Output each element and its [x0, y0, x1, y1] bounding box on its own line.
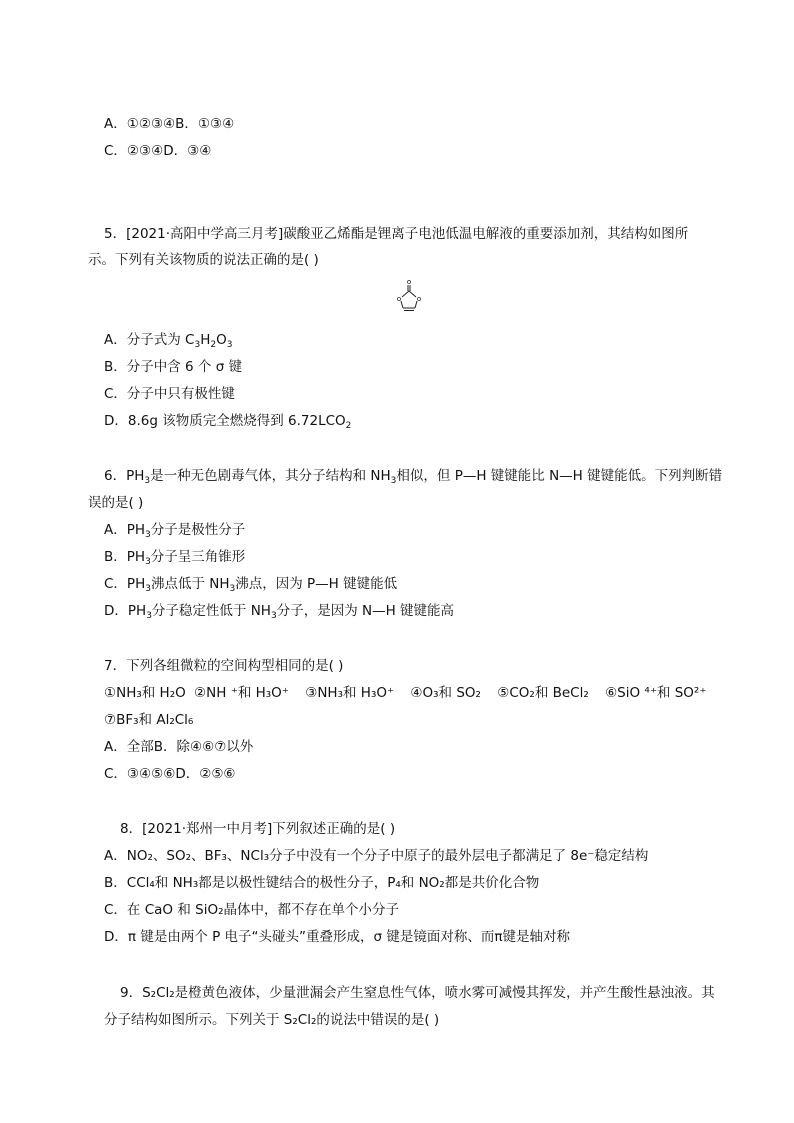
q7-group-5: ⑤CO₂和 BeCl₂ [497, 685, 589, 701]
atom-o-left: o [396, 295, 402, 303]
q6-option-b: B．$PH_3$分子呈三角锥形 [104, 549, 246, 567]
q5-option-d: D．8.6g 该物质完全燃烧得到 $6.72LCO_2$ [104, 413, 352, 431]
atom-o-right: o [416, 295, 422, 303]
q7-group-6: ⑥SiO ⁴⁺和 SO²⁺ [605, 685, 707, 701]
q5-option-a: A．分子式为 $C_3H_2O_3$ [104, 332, 233, 350]
q5-option-c: C．分子中只有极性键 [104, 386, 235, 402]
q7-stem: 7．下列各组微粒的空间构型相同的是( ) [104, 658, 344, 674]
q8-option-d: D．π 键是由两个 P 电子“头碰头”重叠形成，σ 键是镜面对称、而π键是轴对称 [104, 929, 570, 945]
q7-group-1: ①NH₃和 H₂O [104, 685, 186, 701]
vinylene-carbonate-structure [393, 276, 423, 318]
q7-group-2: ②NH ⁺和 H₃O⁺ [194, 685, 289, 701]
q9-stem-line2: 分子结构如图所示。下列关于 S₂Cl₂的说法中错误的是( ) [104, 1012, 440, 1028]
q6-stem-line2: 误的是( ) [88, 495, 144, 511]
q7-groups-line1 [104, 684, 706, 702]
q7-options-ab: A．全部B．除④⑥⑦以外 [104, 739, 254, 755]
q9-stem-line1: 9．S₂Cl₂是橙黄色液体，少量泄漏会产生窒息性气体，喷水雾可减慢其挥发，并产生酸性悬浊液。其 [120, 985, 715, 1001]
q6-option-c: C．$PH_3$沸点低于 $NH_3$沸点，因为 P—H 键键能低 [104, 576, 398, 594]
q6-stem-line1: 6．$PH_3$是一种无色剧毒气体，其分子结构和 $NH_3$相似，但 P—H 键键能比 N—H 键键能低。下列判断错 [104, 468, 723, 486]
q7-group-4: ④O₃和 SO₂ [410, 685, 481, 701]
q8-option-b: B．CCl₄和 NH₃都是以极性键结合的极性分子，P₄和 NO₂都是共价化合物 [104, 875, 540, 891]
q4-options-cd: C．②③④D．③④ [104, 143, 212, 159]
q7-options-cd: C．③④⑤⑥D．②⑤⑥ [104, 766, 236, 782]
q8-option-a: A．NO₂、SO₂、BF₃、NCl₃分子中没有一个分子中原子的最外层电子都满足了 8e⁻稳定结构 [104, 848, 649, 864]
q8-stem: 8．[2021·郑州一中月考]下列叙述正确的是( ) [120, 821, 396, 837]
q5-option-b: B．分子中含 6 个 σ 键 [104, 359, 243, 375]
q8-option-c: C．在 CaO 和 SiO₂晶体中，都不存在单个小分子 [104, 902, 399, 918]
atom-o-top: o [406, 278, 412, 286]
q6-option-d: D．$PH_3$分子稳定性低于 $NH_3$分子，是因为 N—H 键键能高 [104, 603, 455, 621]
q5-stem-line1: 5．[2021·高阳中学高三月考]碳酸亚乙烯酯是锂离子电池低温电解液的重要添加剂，其结构如图所 [104, 226, 689, 242]
q4-options-ab: A．①②③④B．①③④ [104, 116, 235, 132]
q7-group-3: ③NH₃和 H₃O⁺ [305, 685, 395, 701]
q6-option-a: A．$PH_3$分子是极性分子 [104, 522, 246, 540]
q7-group-7: ⑦BF₃和 Al₂Cl₆ [104, 712, 194, 728]
q5-stem-line2: 示。下列有关该物质的说法正确的是( ) [88, 252, 319, 268]
